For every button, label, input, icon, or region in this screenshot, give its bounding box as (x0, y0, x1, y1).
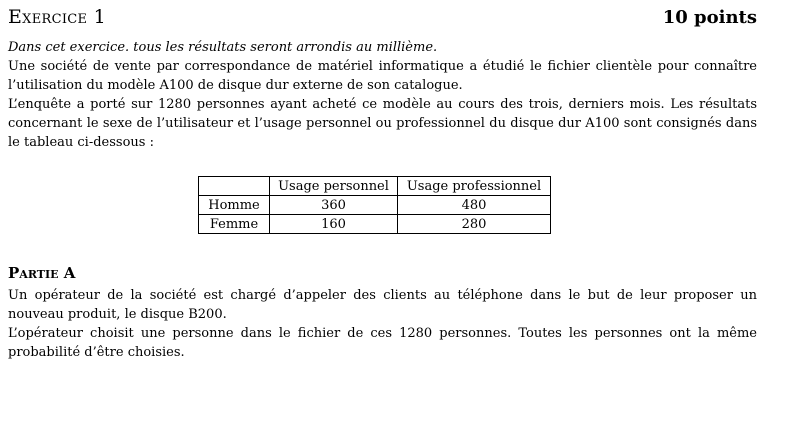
part-a-title: Partie A (8, 264, 76, 282)
intro-note: Dans cet exercice. tous les résultats seront arrondis au millième. (8, 40, 438, 55)
table-container (8, 176, 757, 234)
cell-homme-personal: 360 (270, 196, 398, 215)
exercise-title: Exercice 1 (8, 6, 107, 28)
paragraph-operator: Un opérateur de la société est chargé d’appeler des clients au téléphone dans le but de leur proposer un nouveau produit, le disque B200. (8, 288, 757, 322)
table-header-professional: Usage professionnel (398, 177, 551, 196)
document-page (8, 6, 757, 362)
cell-femme-personal: 160 (270, 215, 398, 234)
table-header-row (199, 177, 551, 196)
paragraph-context: Une société de vente par correspondance de matériel informatique a étudié le fichier clientèle pour connaître l’utilisation du modèle A100 de disque dur externe de son catalogue. (8, 59, 757, 93)
cell-femme-professional: 280 (398, 215, 551, 234)
exercise-points: 10 points (662, 7, 757, 28)
table-header-personal: Usage personnel (270, 177, 398, 196)
table-row (199, 196, 551, 215)
exercise-header (8, 6, 757, 36)
row-label-homme: Homme (199, 196, 270, 215)
paragraph-choice: L’opérateur choisit une personne dans le fichier de ces 1280 personnes. Toutes les personnes ont la même probabilité d’être choisies. (8, 326, 757, 360)
row-label-femme: Femme (199, 215, 270, 234)
paragraph-survey: L’enquête a porté sur 1280 personnes ayant acheté ce modèle au cours des trois, derniers mois. Les résultats concernant le sexe de l’utilisateur et l’usage personnel ou professionnel du disque dur A100 sont consignés dans le tableau ci-dessous : (8, 97, 757, 150)
cell-homme-professional: 480 (398, 196, 551, 215)
table-header-empty (199, 177, 270, 196)
survey-table (198, 176, 551, 234)
table-row (199, 215, 551, 234)
